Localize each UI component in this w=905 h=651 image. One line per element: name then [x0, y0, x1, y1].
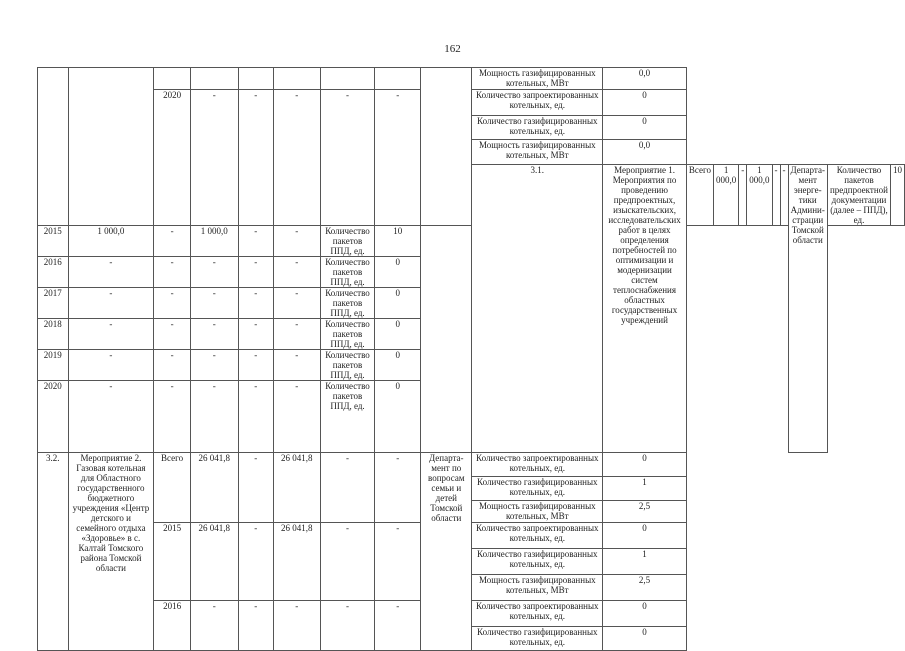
table-cell: - [320, 523, 375, 601]
executor-cell: Департа-мент по вопросам семьи и детей Томской области [421, 453, 472, 651]
table-cell: - [154, 257, 191, 288]
table-cell: - [190, 319, 238, 350]
indicator-cell: Количество газифицированных котельных, ед. [472, 116, 603, 140]
indicator-cell: Количество пакетов ППД, ед. [320, 350, 375, 381]
table-cell: - [190, 350, 238, 381]
value-cell: 0,0 [603, 140, 687, 165]
table-cell: 26 041,8 [273, 523, 320, 601]
indicator-cell: Количество пакетов ППД, ед. [320, 381, 375, 453]
table-cell: - [320, 453, 375, 523]
table-cell [68, 68, 154, 226]
table-cell: - [68, 257, 154, 288]
year-cell: Всего [154, 453, 191, 523]
indicator-cell: Количество пакетов ППД, ед. [320, 288, 375, 319]
table-cell: 1 000,0 [68, 226, 154, 257]
indicator-cell: Мощность газифицированных котельных, МВт [472, 140, 603, 165]
table-cell: 26 041,8 [190, 453, 238, 523]
table-cell: - [273, 381, 320, 453]
table-cell [38, 68, 69, 226]
table-cell: - [273, 350, 320, 381]
table-body [38, 68, 905, 651]
indicator-cell: Количество газифицированных котельных, ед. [472, 627, 603, 651]
table-cell: 1 000,0 [747, 165, 772, 226]
table-cell: - [238, 257, 273, 288]
table-cell: - [273, 90, 320, 226]
item-name: Мероприятие 2. Газовая котельная для Областного государственного бюджетного учреждения «Центр детского и семейного отдыха «Здоровье» в с. Калтай Томского района Томской области [68, 453, 154, 651]
table-cell: - [375, 523, 421, 601]
value-cell: 0 [603, 523, 687, 549]
value-cell: 0,0 [603, 68, 687, 90]
table-cell: - [190, 601, 238, 651]
value-cell: 0 [603, 90, 687, 116]
year-cell: 2018 [38, 319, 69, 350]
indicator-cell: Количество пакетов предпроектной документации (далее – ППД), ед. [827, 165, 890, 226]
indicator-cell: Количество газифицированных котельных, ед. [472, 477, 603, 501]
indicator-cell: Мощность газифицированных котельных, МВт [472, 575, 603, 601]
table-row [38, 90, 905, 116]
table-row [38, 453, 905, 477]
year-cell: 2015 [154, 523, 191, 601]
table-cell: - [273, 257, 320, 288]
table-cell: 26 041,8 [190, 523, 238, 601]
year-cell: 2015 [38, 226, 69, 257]
indicator-cell: Мощность газифицированных котельных, МВт [472, 68, 603, 90]
value-cell: 10 [891, 165, 905, 226]
year-cell: 2020 [154, 90, 191, 226]
table-cell: - [320, 601, 375, 651]
year-cell: 2016 [38, 257, 69, 288]
value-cell: 0 [375, 257, 421, 288]
table-cell: 26 041,8 [273, 453, 320, 523]
indicator-cell: Количество пакетов ППД, ед. [320, 319, 375, 350]
table-cell: - [780, 165, 788, 226]
table-cell: 1 000,0 [190, 226, 238, 257]
table-cell: - [273, 601, 320, 651]
indicator-cell: Количество запроектированных котельных, ед. [472, 523, 603, 549]
value-cell: 0 [375, 319, 421, 350]
year-cell: 2016 [154, 601, 191, 651]
table-cell: - [68, 288, 154, 319]
table-cell [320, 68, 375, 90]
indicator-cell: Количество газифицированных котельных, ед. [472, 549, 603, 575]
value-cell: 2,5 [603, 575, 687, 601]
table-cell: - [273, 319, 320, 350]
table-cell: - [273, 288, 320, 319]
table-cell: - [238, 350, 273, 381]
table-cell: - [190, 381, 238, 453]
page-number: 162 [444, 43, 461, 55]
table-cell: - [238, 288, 273, 319]
table-cell: - [375, 90, 421, 226]
table-row [38, 601, 905, 627]
table-cell [273, 68, 320, 90]
table-cell: - [238, 381, 273, 453]
executor-cell: Департа-мент энерге-тики Админи-страции Томской области [788, 165, 827, 453]
indicator-cell: Количество запроектированных котельных, ед. [472, 453, 603, 477]
table-cell: - [238, 319, 273, 350]
year-cell: Всего [686, 165, 713, 226]
table-cell: - [375, 601, 421, 651]
table-cell: - [772, 165, 780, 226]
indicator-cell: Мощность газифицированных котельных, МВт [472, 501, 603, 523]
value-cell: 0 [375, 288, 421, 319]
value-cell: 0 [603, 627, 687, 651]
table-cell: - [154, 319, 191, 350]
year-cell: 2019 [38, 350, 69, 381]
table-cell: - [68, 350, 154, 381]
table-cell: - [238, 523, 273, 601]
value-cell: 0 [375, 350, 421, 381]
table-cell: - [190, 288, 238, 319]
program-table [37, 67, 905, 651]
table-cell: - [154, 288, 191, 319]
value-cell: 0 [603, 116, 687, 140]
value-cell: 1 [603, 477, 687, 501]
table-cell: - [154, 350, 191, 381]
value-cell: 2,5 [603, 501, 687, 523]
table-cell: - [238, 453, 273, 523]
table-cell: - [154, 226, 191, 257]
table-cell: - [154, 381, 191, 453]
table-cell: - [190, 257, 238, 288]
value-cell: 1 [603, 549, 687, 575]
table-cell [190, 68, 238, 90]
table-cell: - [320, 90, 375, 226]
table-cell: - [238, 90, 273, 226]
table-row [38, 523, 905, 549]
table-cell: - [739, 165, 747, 226]
table-cell [154, 68, 191, 90]
table-cell: - [68, 319, 154, 350]
table-cell: - [375, 453, 421, 523]
table-cell [375, 68, 421, 90]
indicator-cell: Количество запроектированных котельных, ед. [472, 601, 603, 627]
indicator-cell: Количество пакетов ППД, ед. [320, 226, 375, 257]
value-cell: 0 [603, 601, 687, 627]
indicator-cell: Количество пакетов ППД, ед. [320, 257, 375, 288]
table-cell [421, 68, 472, 226]
table-cell: - [68, 381, 154, 453]
table-cell: - [273, 226, 320, 257]
value-cell: 0 [375, 381, 421, 453]
value-cell: 10 [375, 226, 421, 257]
table-row [38, 68, 905, 90]
value-cell: 0 [603, 453, 687, 477]
year-cell: 2020 [38, 381, 69, 453]
table-cell: - [238, 601, 273, 651]
table-cell: 1 000,0 [714, 165, 739, 226]
item-name: Мероприятие 1. Мероприятия по проведению предпроектных, изыскательских, исследовательских работ в целях определения потребностей по оптимизации и модернизации систем теплоснабжения областных государственных учреждений [603, 165, 687, 453]
item-number: 3.2. [38, 453, 69, 651]
indicator-cell: Количество запроектированных котельных, ед. [472, 90, 603, 116]
table-cell: - [238, 226, 273, 257]
item-number: 3.1. [472, 165, 603, 453]
table-cell [238, 68, 273, 90]
year-cell: 2017 [38, 288, 69, 319]
table-cell: - [190, 90, 238, 226]
